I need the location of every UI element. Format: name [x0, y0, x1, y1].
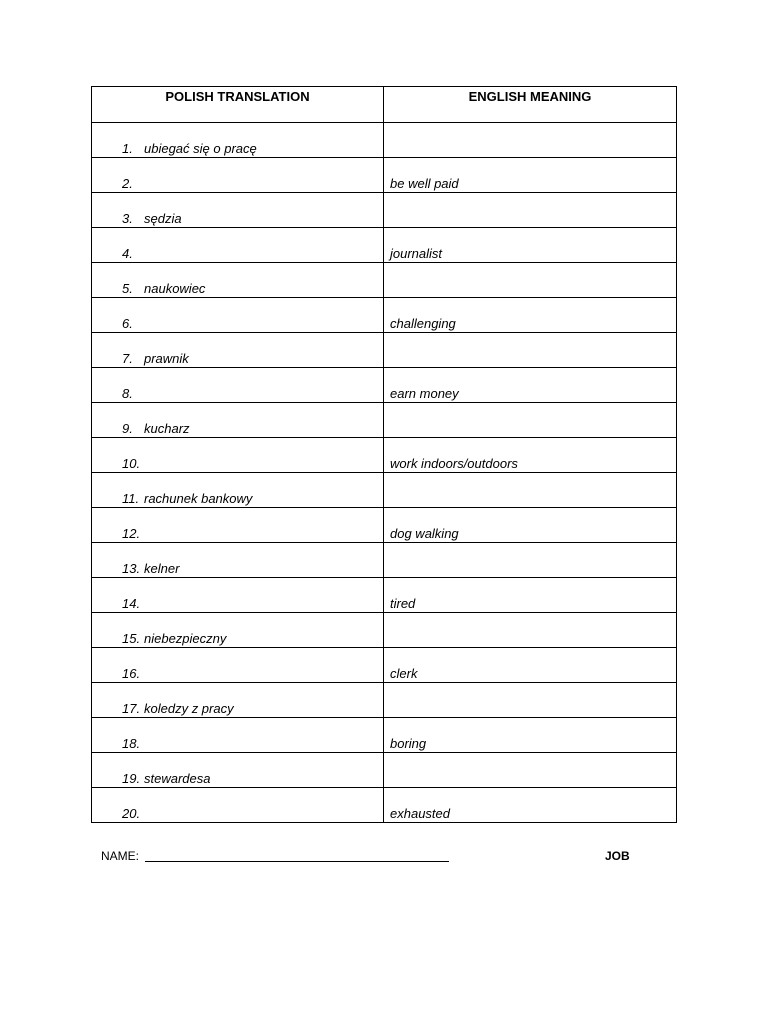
- english-cell[interactable]: [384, 508, 677, 543]
- item-number: 3.: [122, 211, 133, 226]
- polish-cell[interactable]: [92, 473, 384, 508]
- table-row: [92, 718, 677, 753]
- english-cell[interactable]: [384, 683, 677, 718]
- table-row: [92, 578, 677, 613]
- english-word: tired: [390, 596, 416, 611]
- english-cell[interactable]: [384, 438, 677, 473]
- english-cell[interactable]: [384, 578, 677, 613]
- item-number: 6.: [122, 316, 133, 331]
- item-number: 11.: [122, 491, 140, 506]
- name-label: NAME:: [101, 849, 140, 863]
- polish-word: prawnik: [144, 351, 189, 366]
- item-number: 18.: [122, 736, 141, 751]
- english-cell[interactable]: [384, 333, 677, 368]
- item-number: 4.: [122, 246, 133, 261]
- english-cell[interactable]: [384, 753, 677, 788]
- item-number: 12.: [122, 526, 141, 541]
- english-word: challenging: [390, 316, 456, 331]
- polish-word: stewardesa: [144, 771, 211, 786]
- polish-cell[interactable]: [92, 158, 384, 193]
- table-row: [92, 193, 677, 228]
- english-cell[interactable]: [384, 298, 677, 333]
- item-number: 2.: [122, 176, 133, 191]
- english-word: work indoors/outdoors: [390, 456, 518, 471]
- polish-cell[interactable]: [92, 613, 384, 648]
- english-cell[interactable]: [384, 158, 677, 193]
- table-row: [92, 123, 677, 158]
- item-number: 1.: [122, 141, 133, 156]
- english-word: boring: [390, 736, 427, 751]
- polish-word: ubiegać się o pracę: [144, 141, 257, 156]
- polish-cell[interactable]: [92, 543, 384, 578]
- polish-cell[interactable]: [92, 403, 384, 438]
- table-row: [92, 753, 677, 788]
- table-row: [92, 368, 677, 403]
- polish-cell[interactable]: [92, 578, 384, 613]
- item-number: 13.: [122, 561, 141, 576]
- polish-word: sędzia: [144, 211, 182, 226]
- english-word: clerk: [390, 666, 418, 681]
- item-number: 20.: [122, 806, 141, 821]
- polish-cell[interactable]: [92, 333, 384, 368]
- english-cell[interactable]: [384, 368, 677, 403]
- table-row: [92, 543, 677, 578]
- polish-cell[interactable]: [92, 753, 384, 788]
- table-row: [92, 788, 677, 823]
- english-cell[interactable]: [384, 228, 677, 263]
- polish-cell[interactable]: [92, 298, 384, 333]
- polish-cell[interactable]: [92, 508, 384, 543]
- polish-word: kucharz: [144, 421, 190, 436]
- english-cell[interactable]: [384, 263, 677, 298]
- english-cell[interactable]: [384, 613, 677, 648]
- table-row: [92, 508, 677, 543]
- english-cell[interactable]: [384, 473, 677, 508]
- item-number: 10.: [122, 456, 141, 471]
- english-word: be well paid: [390, 176, 459, 191]
- english-cell[interactable]: [384, 718, 677, 753]
- english-cell[interactable]: [384, 788, 677, 823]
- table-header-row: [92, 87, 677, 123]
- item-number: 16.: [122, 666, 141, 681]
- english-word: exhausted: [390, 806, 450, 821]
- table-row: [92, 683, 677, 718]
- polish-word: naukowiec: [144, 281, 206, 296]
- english-word: dog walking: [390, 526, 459, 541]
- table-row: [92, 263, 677, 298]
- item-number: 9.: [122, 421, 133, 436]
- item-number: 8.: [122, 386, 133, 401]
- polish-cell[interactable]: [92, 193, 384, 228]
- english-column-header: ENGLISH MEANING: [384, 87, 677, 123]
- vocabulary-table: [91, 86, 677, 823]
- english-cell[interactable]: [384, 648, 677, 683]
- table-row: [92, 648, 677, 683]
- table-row: [92, 438, 677, 473]
- english-word: earn money: [390, 386, 459, 401]
- table-row: [92, 228, 677, 263]
- polish-cell[interactable]: [92, 368, 384, 403]
- item-number: 15.: [122, 631, 141, 646]
- item-number: 5.: [122, 281, 133, 296]
- vocabulary-rows: [92, 123, 677, 823]
- english-cell[interactable]: [384, 123, 677, 158]
- item-number: 14.: [122, 596, 141, 611]
- polish-word: koledzy z pracy: [144, 701, 234, 716]
- english-cell[interactable]: [384, 193, 677, 228]
- polish-cell[interactable]: [92, 683, 384, 718]
- table-row: [92, 298, 677, 333]
- polish-column-header: POLISH TRANSLATION: [92, 87, 384, 123]
- english-cell[interactable]: [384, 543, 677, 578]
- english-word: journalist: [390, 246, 443, 261]
- polish-word: niebezpieczny: [144, 631, 227, 646]
- table-row: [92, 158, 677, 193]
- name-blank-line[interactable]: [145, 861, 449, 862]
- polish-word: rachunek bankowy: [144, 491, 253, 506]
- item-number: 19.: [122, 771, 141, 786]
- polish-cell[interactable]: [92, 123, 384, 158]
- polish-cell[interactable]: [92, 648, 384, 683]
- polish-cell[interactable]: [92, 788, 384, 823]
- item-number: 7.: [122, 351, 133, 366]
- english-cell[interactable]: [384, 403, 677, 438]
- job-label: JOB: [605, 849, 630, 863]
- table-row: [92, 333, 677, 368]
- table-row: [92, 403, 677, 438]
- footer: [101, 848, 661, 866]
- item-number: 17.: [122, 701, 141, 716]
- table-row: [92, 473, 677, 508]
- polish-cell[interactable]: [92, 228, 384, 263]
- polish-cell[interactable]: [92, 438, 384, 473]
- polish-cell[interactable]: [92, 263, 384, 298]
- polish-cell[interactable]: [92, 718, 384, 753]
- table-row: [92, 613, 677, 648]
- polish-word: kelner: [144, 561, 180, 576]
